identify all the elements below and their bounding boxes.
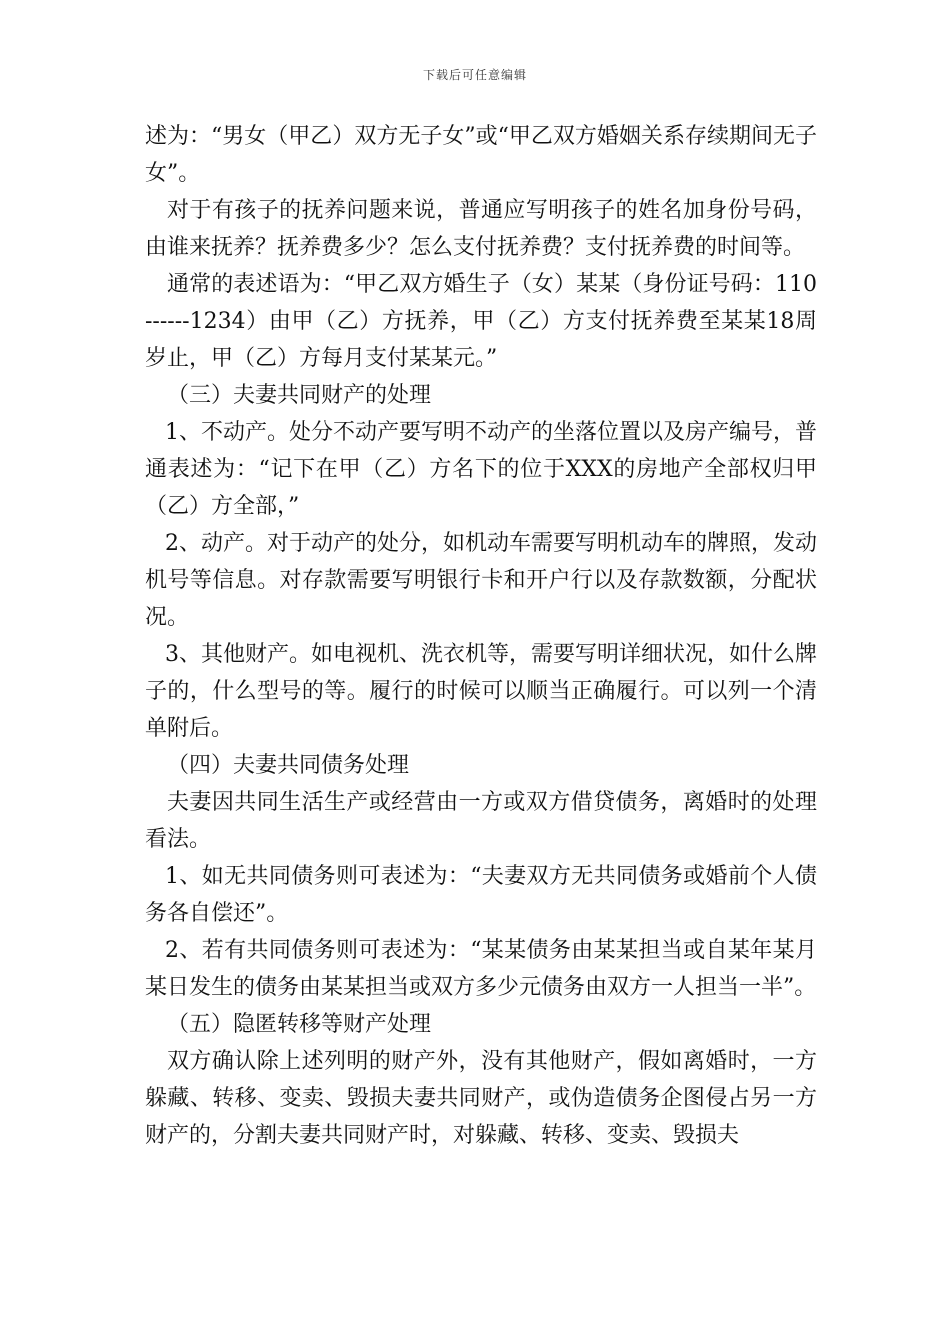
paragraph-child-support-example: 通常的表述语为：“甲乙双方婚生子（女）某某（身份证号码：110------1234）由甲（乙）方抚养，甲（乙）方支付抚养费至某某18周岁止，甲（乙）方每月支付某某元。”	[145, 272, 817, 371]
document-body	[145, 118, 817, 1154]
paragraph-no-common-debt: 1、如无共同债务则可表述为：“夫妻双方无共同债务或婚前个人债务各自偿还”。	[145, 864, 817, 926]
paragraph-real-estate: 1、不动产。处分不动产要写明不动产的坐落位置以及房产编号，普通表述为：“记下在甲（乙）方名下的位于XXX的房地产全部权归甲（乙）方全部，”	[145, 420, 817, 519]
paragraph-other-property: 3、其他财产。如电视机、洗衣机等，需要写明详细状况，如什么牌子的，什么型号的等。履行的时候可以顺当正确履行。可以列一个清单附后。	[145, 642, 817, 741]
paragraph-common-debt: 2、若有共同债务则可表述为：“某某债务由某某担当或自某年某月某日发生的债务由某某担当或双方多少元债务由双方一人担当一半”。	[145, 938, 817, 1000]
header-note: 下载后可任意编辑	[422, 68, 527, 82]
section-heading-common-property: （三）夫妻共同财产的处理	[167, 383, 432, 408]
section-heading-hidden-property: （五）隐匿转移等财产处理	[167, 1012, 432, 1037]
paragraph-child-support: 对于有孩子的抚养问题来说，普通应写明孩子的姓名加身份号码，由谁来抚养？抚养费多少？怎么支付抚养费？支付抚养费的时间等。	[145, 198, 817, 260]
paragraph-childless-statement: 述为：“男女（甲乙）双方无子女”或“甲乙双方婚姻关系存续期间无子女”。	[145, 124, 817, 186]
paragraph-hidden-property: 双方确认除上述列明的财产外，没有其他财产，假如离婚时，一方躲藏、转移、变卖、毁损夫妻共同财产，或伪造债务企图侵占另一方财产的，分割夫妻共同财产时，对躲藏、转移、变卖、毁损夫	[145, 1049, 817, 1148]
section-heading-common-debt: （四）夫妻共同债务处理	[167, 753, 410, 778]
paragraph-movable-property: 2、动产。对于动产的处分，如机动车需要写明机动车的牌照，发动机号等信息。对存款需要写明银行卡和开户行以及存款数额，分配状况。	[145, 531, 817, 630]
paragraph-debt-intro: 夫妻因共同生活生产或经营由一方或双方借贷债务，离婚时的处理看法。	[145, 790, 817, 852]
